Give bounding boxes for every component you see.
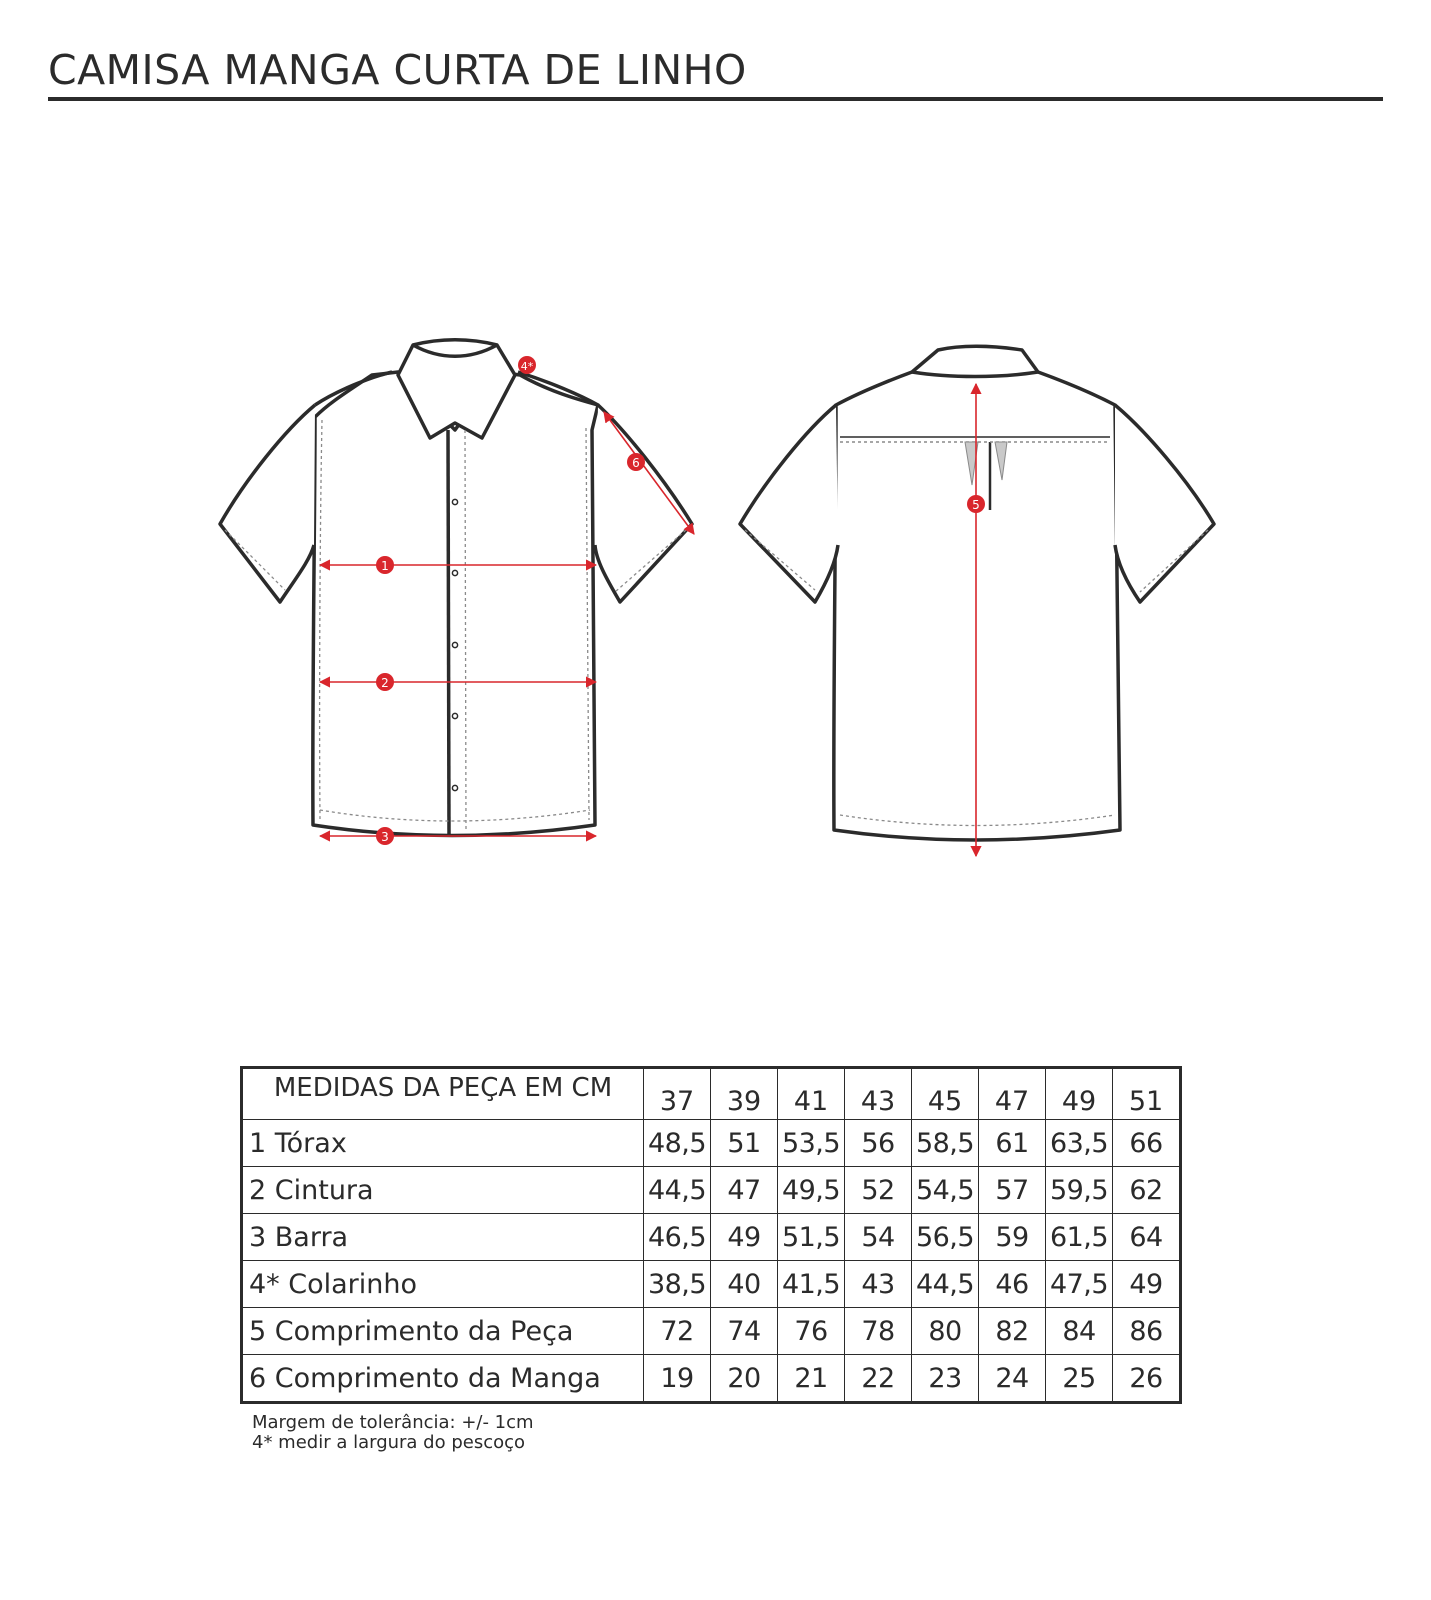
size-header: 45 — [912, 1068, 979, 1120]
svg-text:5: 5 — [972, 498, 980, 512]
cell-value: 51 — [711, 1120, 778, 1167]
cell-value: 86 — [1113, 1308, 1181, 1355]
marker-2 — [376, 673, 394, 691]
cell-value: 53,5 — [778, 1120, 845, 1167]
page-title: CAMISA MANGA CURTA DE LINHO — [48, 46, 747, 94]
cell-value: 21 — [778, 1355, 845, 1403]
table-row — [242, 1355, 1181, 1403]
svg-text:3: 3 — [381, 830, 389, 844]
table-row — [242, 1261, 1181, 1308]
title-divider — [48, 97, 1383, 101]
cell-value: 56,5 — [912, 1214, 979, 1261]
cell-value: 49 — [711, 1214, 778, 1261]
cell-value: 51,5 — [778, 1214, 845, 1261]
row-label: 3 Barra — [242, 1214, 644, 1261]
footnotes — [252, 1413, 534, 1453]
cell-value: 43 — [845, 1261, 912, 1308]
cell-value: 82 — [979, 1308, 1046, 1355]
cell-value: 72 — [644, 1308, 711, 1355]
cell-value: 47,5 — [1046, 1261, 1113, 1308]
cell-value: 80 — [912, 1308, 979, 1355]
cell-value: 46,5 — [644, 1214, 711, 1261]
marker-4 — [518, 356, 536, 374]
cell-value: 48,5 — [644, 1120, 711, 1167]
cell-value: 40 — [711, 1261, 778, 1308]
cell-value: 76 — [778, 1308, 845, 1355]
size-header: 39 — [711, 1068, 778, 1120]
marker-3 — [376, 827, 394, 845]
row-label: 6 Comprimento da Manga — [242, 1355, 644, 1403]
cell-value: 24 — [979, 1355, 1046, 1403]
shirt-technical-drawings — [0, 320, 1431, 880]
marker-1 — [376, 556, 394, 574]
cell-value: 44,5 — [644, 1167, 711, 1214]
row-label: 4* Colarinho — [242, 1261, 644, 1308]
cell-value: 64 — [1113, 1214, 1181, 1261]
svg-text:1: 1 — [381, 559, 389, 573]
cell-value: 61 — [979, 1120, 1046, 1167]
cell-value: 61,5 — [1046, 1214, 1113, 1261]
table-header-label: MEDIDAS DA PEÇA EM CM — [242, 1068, 644, 1120]
row-label: 1 Tórax — [242, 1120, 644, 1167]
cell-value: 46 — [979, 1261, 1046, 1308]
size-header: 43 — [845, 1068, 912, 1120]
cell-value: 26 — [1113, 1355, 1181, 1403]
marker-5 — [967, 495, 985, 513]
cell-value: 84 — [1046, 1308, 1113, 1355]
collar-note: 4* medir a largura do pescoço — [252, 1432, 526, 1453]
svg-text:4*: 4* — [520, 360, 534, 373]
front-view-drawing — [220, 340, 692, 836]
row-label: 2 Cintura — [242, 1167, 644, 1214]
cell-value: 78 — [845, 1308, 912, 1355]
tolerance-note: Margem de tolerância: +/- 1cm — [252, 1412, 534, 1433]
cell-value: 47 — [711, 1167, 778, 1214]
cell-value: 62 — [1113, 1167, 1181, 1214]
table-header-row — [242, 1068, 1181, 1120]
cell-value: 44,5 — [912, 1261, 979, 1308]
cell-value: 59,5 — [1046, 1167, 1113, 1214]
cell-value: 52 — [845, 1167, 912, 1214]
cell-value: 25 — [1046, 1355, 1113, 1403]
cell-value: 66 — [1113, 1120, 1181, 1167]
cell-value: 74 — [711, 1308, 778, 1355]
size-header: 37 — [644, 1068, 711, 1120]
size-chart-table — [240, 1066, 1182, 1404]
cell-value: 23 — [912, 1355, 979, 1403]
marker-6 — [627, 453, 645, 471]
cell-value: 59 — [979, 1214, 1046, 1261]
svg-text:6: 6 — [632, 456, 640, 470]
cell-value: 19 — [644, 1355, 711, 1403]
cell-value: 38,5 — [644, 1261, 711, 1308]
cell-value: 58,5 — [912, 1120, 979, 1167]
cell-value: 57 — [979, 1167, 1046, 1214]
table-row — [242, 1120, 1181, 1167]
table-row — [242, 1214, 1181, 1261]
row-label: 5 Comprimento da Peça — [242, 1308, 644, 1355]
size-header: 51 — [1113, 1068, 1181, 1120]
cell-value: 49 — [1113, 1261, 1181, 1308]
cell-value: 49,5 — [778, 1167, 845, 1214]
cell-value: 63,5 — [1046, 1120, 1113, 1167]
cell-value: 41,5 — [778, 1261, 845, 1308]
size-header: 49 — [1046, 1068, 1113, 1120]
back-view-drawing — [740, 346, 1214, 840]
cell-value: 54,5 — [912, 1167, 979, 1214]
size-header: 41 — [778, 1068, 845, 1120]
cell-value: 56 — [845, 1120, 912, 1167]
cell-value: 20 — [711, 1355, 778, 1403]
table-row — [242, 1308, 1181, 1355]
cell-value: 22 — [845, 1355, 912, 1403]
table-row — [242, 1167, 1181, 1214]
size-header: 47 — [979, 1068, 1046, 1120]
svg-text:2: 2 — [381, 676, 389, 690]
cell-value: 54 — [845, 1214, 912, 1261]
